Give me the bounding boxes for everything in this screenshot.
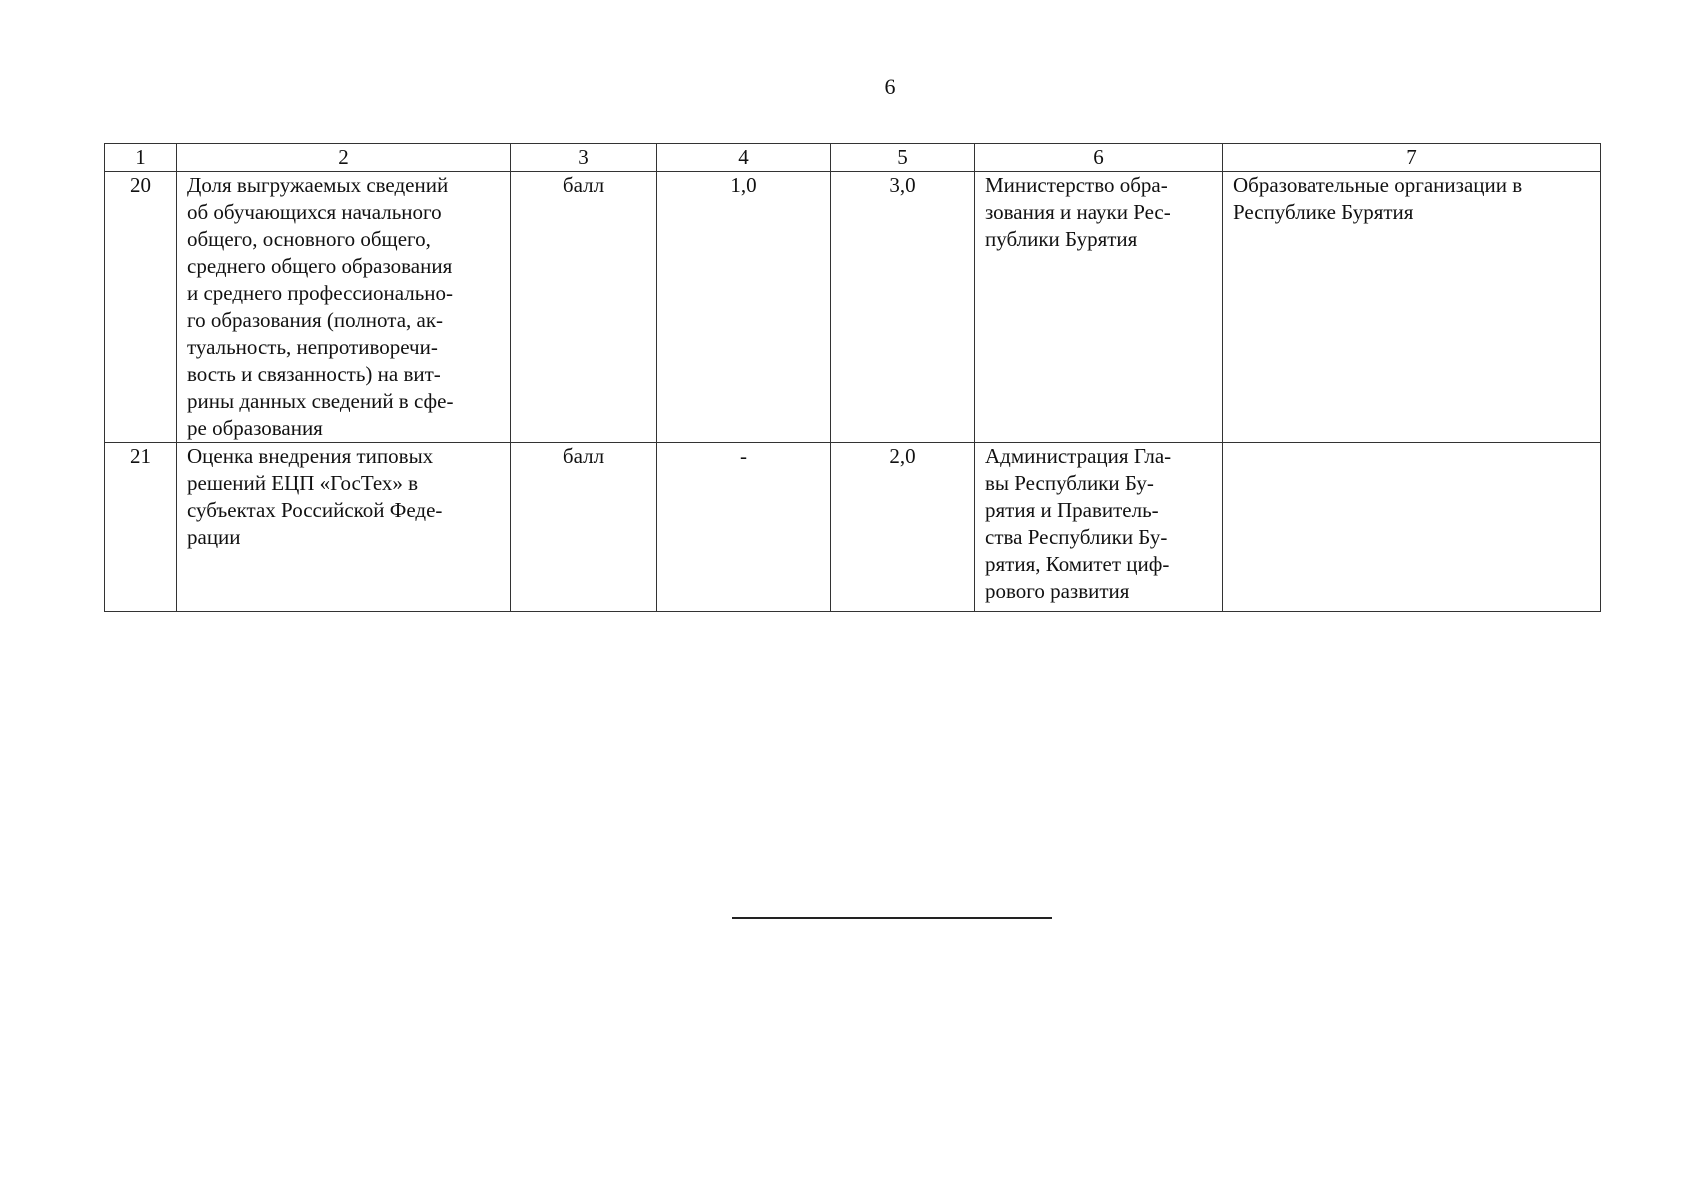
row-number: 20 xyxy=(105,172,177,443)
row-number: 21 xyxy=(105,443,177,612)
table-row xyxy=(105,443,1601,612)
column-header-5: 5 xyxy=(831,144,975,172)
indicator-name: Оценка внедрения типовых решений ЕЦП «ГосТех» в субъектах Российской Феде- рации xyxy=(177,443,511,612)
unit-of-measure: балл xyxy=(511,172,657,443)
responsible-body: Администрация Гла- вы Республики Бу- рятия и Правитель- ства Республики Бу- рятия, Комитет циф- рового развития xyxy=(975,443,1223,612)
base-value: - xyxy=(657,443,831,612)
indicators-table xyxy=(104,143,1601,612)
end-of-document-rule xyxy=(732,917,1052,919)
table-header-row xyxy=(105,144,1601,172)
participants: Образовательные организации в Республике Бурятия xyxy=(1223,172,1601,443)
column-header-6: 6 xyxy=(975,144,1223,172)
column-header-2: 2 xyxy=(177,144,511,172)
participants xyxy=(1223,443,1601,612)
responsible-body: Министерство обра- зования и науки Рес- публики Бурятия xyxy=(975,172,1223,443)
table-row xyxy=(105,172,1601,443)
target-value: 2,0 xyxy=(831,443,975,612)
indicator-name: Доля выгружаемых сведений об обучающихся начального общего, основного общего, среднего общего образования и среднего профессионально- го образования (полнота, ак- туальность, непротиворечи- вость и связанность) на вит- рины данных сведений в сфе- ре образования xyxy=(177,172,511,443)
column-header-4: 4 xyxy=(657,144,831,172)
base-value: 1,0 xyxy=(657,172,831,443)
unit-of-measure: балл xyxy=(511,443,657,612)
page-number: 6 xyxy=(884,74,896,99)
column-header-7: 7 xyxy=(1223,144,1601,172)
column-header-3: 3 xyxy=(511,144,657,172)
column-header-1: 1 xyxy=(105,144,177,172)
target-value: 3,0 xyxy=(831,172,975,443)
